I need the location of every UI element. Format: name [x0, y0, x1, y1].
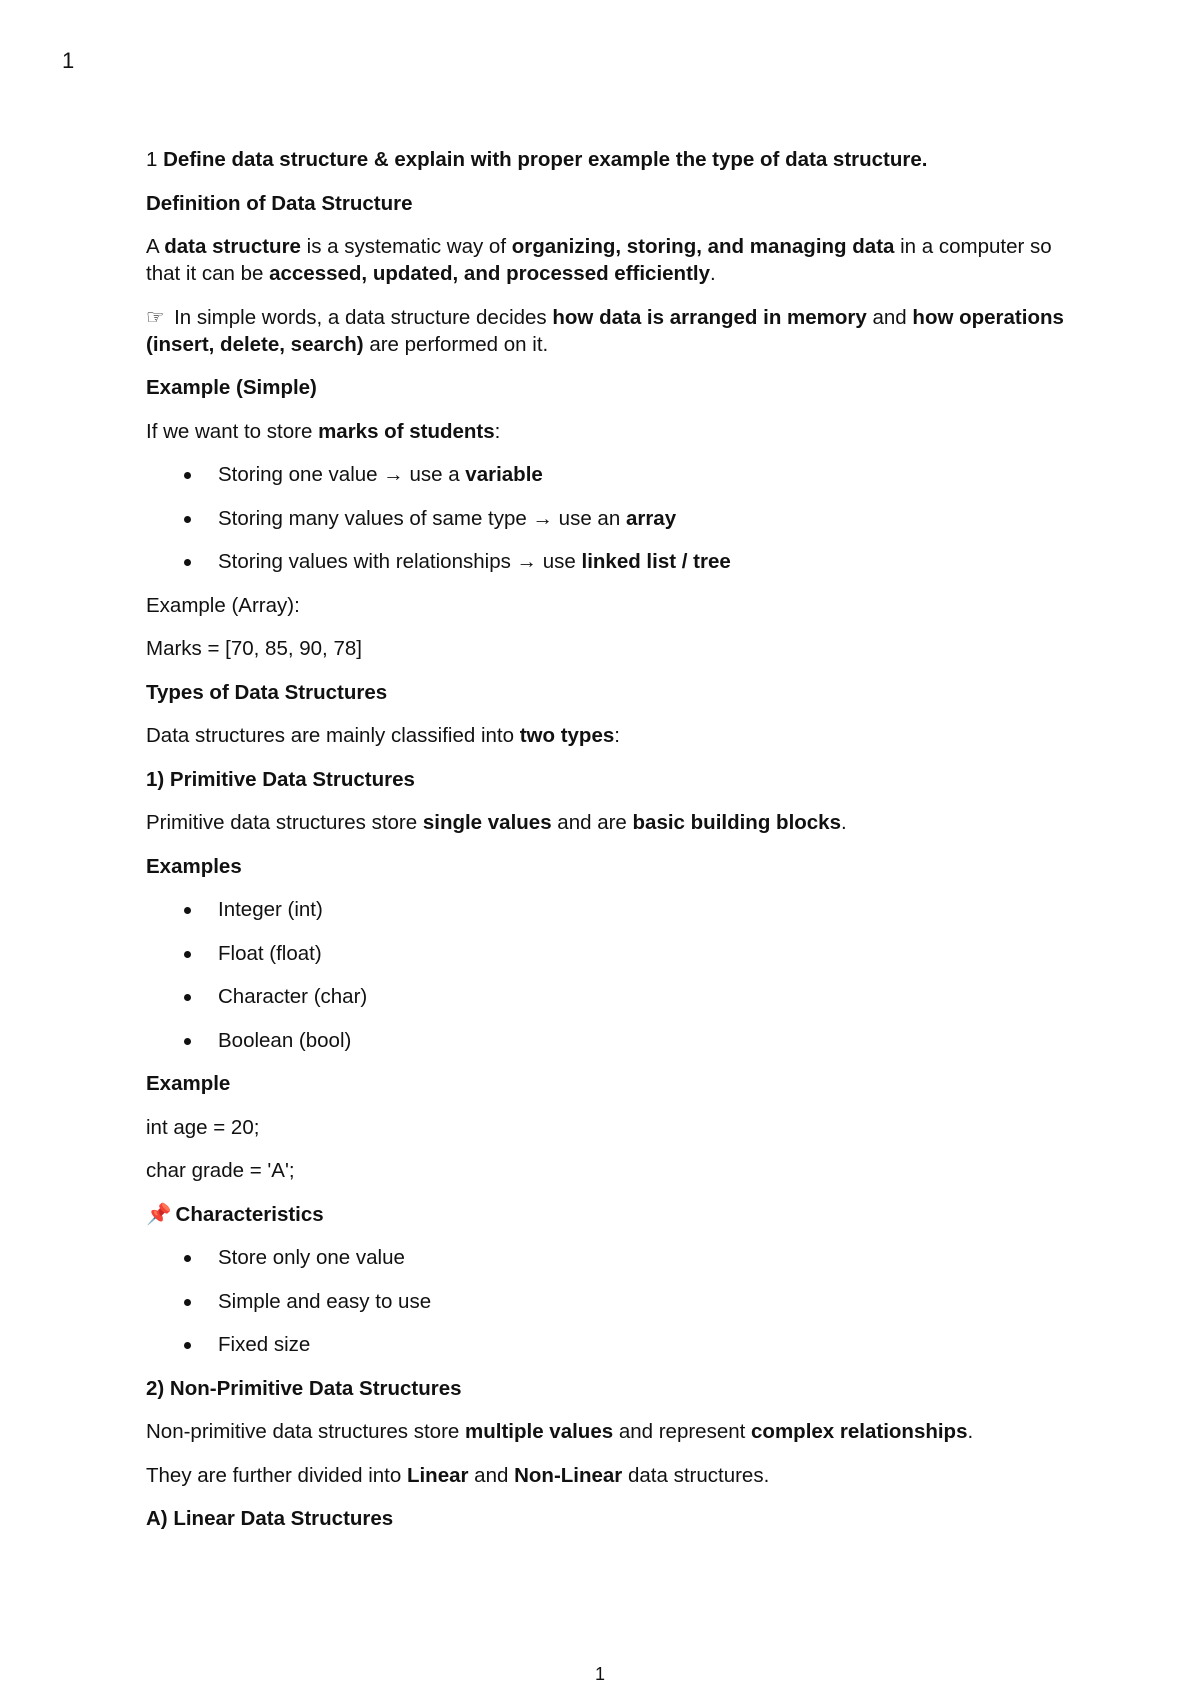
non-primitive-divided: They are further divided into Linear and Non-Linear data structures. [146, 1463, 770, 1487]
array-example-code: Marks = [70, 85, 90, 78] [146, 637, 362, 660]
characteristics-heading: 📌 Characteristics [146, 1202, 324, 1226]
linear-heading: A) Linear Data Structures [146, 1507, 394, 1530]
list-item: Storing many values of same type → use an array [146, 505, 1076, 532]
list-item: Integer (int) [146, 896, 1076, 923]
definition-heading: Definition of Data Structure [146, 191, 413, 215]
storage-options-list [146, 461, 1076, 575]
list-item: Boolean (bool) [146, 1027, 1076, 1054]
code-line-age: int age = 20; [146, 1115, 260, 1139]
list-item: Float (float) [146, 940, 1076, 967]
example-simple-heading: Example (Simple) [146, 376, 317, 399]
document-body [146, 146, 1076, 1549]
types-intro: Data structures are mainly classified into two types: [146, 724, 620, 747]
primitive-examples-list [146, 896, 1076, 1054]
question-text: Define data structure & explain with proper example the type of data structure. [163, 148, 928, 171]
question-line [146, 146, 1076, 173]
list-item: Storing one value → use a variable [146, 461, 1076, 488]
non-primitive-description: Non-primitive data structures store multiple values and represent complex relationships. [146, 1420, 974, 1443]
types-heading: Types of Data Structures [146, 680, 388, 704]
list-item: Character (char) [146, 983, 1076, 1010]
non-primitive-heading: 2) Non-Primitive Data Structures [146, 1376, 462, 1400]
simple-words-paragraph: ☞ In simple words, a data structure decides how data is arranged in memory and how operations (insert, delete, search) are performed on it. [146, 305, 1064, 356]
code-line-grade: char grade = 'A'; [146, 1159, 295, 1182]
primitive-example-heading: Example [146, 1072, 231, 1095]
question-number: 1 [146, 148, 158, 171]
page-corner-number: 1 [62, 48, 75, 73]
example-simple-intro: If we want to store marks of students: [146, 419, 501, 443]
definition-paragraph: A data structure is a systematic way of organizing, storing, and managing data in a computer so that it can be accessed, updated, and processed efficiently. [146, 235, 1052, 285]
array-example-label: Example (Array): [146, 593, 300, 617]
list-item: Simple and easy to use [146, 1288, 1076, 1315]
characteristics-list [146, 1244, 1076, 1358]
list-item: Fixed size [146, 1331, 1076, 1358]
pointing-hand-icon: ☞ [146, 305, 165, 329]
list-item: Storing values with relationships → use linked list / tree [146, 548, 1076, 575]
pushpin-icon: 📌 [146, 1202, 172, 1226]
primitive-heading: 1) Primitive Data Structures [146, 767, 415, 791]
footer-page-number: 1 [594, 1664, 605, 1684]
list-item: Store only one value [146, 1244, 1076, 1271]
primitive-description: Primitive data structures store single values and are basic building blocks. [146, 811, 847, 834]
primitive-examples-heading: Examples [146, 854, 242, 878]
